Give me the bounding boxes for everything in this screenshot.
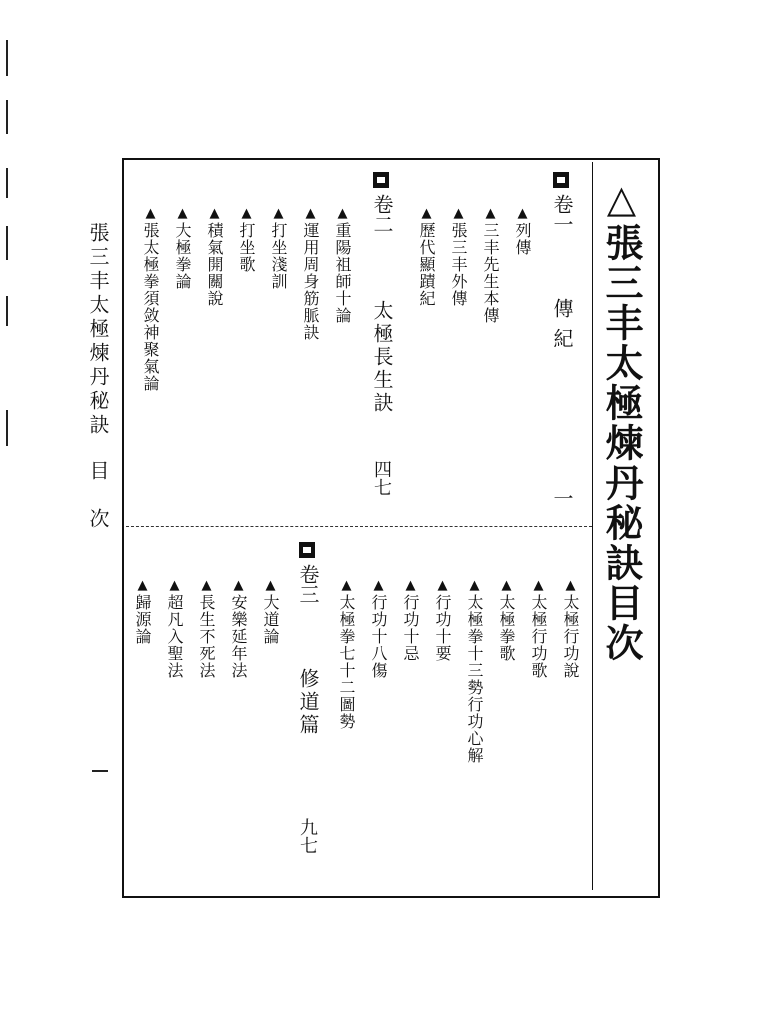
toc-item xyxy=(230,578,246,679)
toc-item xyxy=(370,578,386,679)
section-divider xyxy=(126,526,592,527)
toc-item-label: 太極行功歌 xyxy=(529,594,548,679)
triangle-icon: ▲ xyxy=(271,206,286,222)
toc-item-label: 重陽祖師十論 xyxy=(333,222,352,324)
toc-item-label: 歷代顯蹟紀 xyxy=(417,222,436,307)
toc-item-label: 太極拳十三勢行功心解 xyxy=(465,594,484,764)
toc-item-label: 太極拳七十二圖勢 xyxy=(337,594,356,730)
page-title: △張三丰太極煉丹秘訣目次 xyxy=(599,176,644,663)
triangle-icon: ▲ xyxy=(419,206,434,222)
toc-item-label: 太極拳歌 xyxy=(497,594,516,662)
toc-item xyxy=(198,578,214,679)
triangle-icon: ▲ xyxy=(339,578,354,594)
toc-item xyxy=(434,578,450,662)
toc-item xyxy=(530,578,546,679)
toc-item xyxy=(142,206,158,392)
volume-marker-icon xyxy=(299,542,315,558)
edge-mark xyxy=(6,40,8,76)
toc-item-label: 行功十忌 xyxy=(401,594,420,662)
toc-item-label: 打坐淺訓 xyxy=(269,222,288,290)
volume-marker-icon xyxy=(553,172,569,188)
toc-item-label: 三丰先生本傳 xyxy=(481,222,500,324)
toc-item-label: 大道論 xyxy=(261,594,280,645)
triangle-icon: ▲ xyxy=(167,578,182,594)
triangle-icon: ▲ xyxy=(483,206,498,222)
volume-2-page: 四七 xyxy=(371,460,392,496)
triangle-icon: ▲ xyxy=(467,578,482,594)
toc-item-label: 列傳 xyxy=(513,222,532,256)
triangle-icon: ▲ xyxy=(263,578,278,594)
volume-1-page: 一 xyxy=(550,488,574,508)
triangle-icon: ▲ xyxy=(175,206,190,222)
page-frame xyxy=(122,158,660,898)
toc-item xyxy=(238,206,254,273)
volume-1-name: 傳紀 xyxy=(550,298,574,358)
toc-item xyxy=(402,578,418,662)
triangle-icon: ▲ xyxy=(303,206,318,222)
triangle-icon: ▲ xyxy=(335,206,350,222)
edge-mark xyxy=(6,168,8,198)
toc-item xyxy=(498,578,514,662)
toc-item xyxy=(466,578,482,764)
toc-item xyxy=(418,206,434,307)
volume-3-name: 修道篇 xyxy=(296,668,320,737)
triangle-icon: ▲ xyxy=(207,206,222,222)
triangle-icon: ▲ xyxy=(135,578,150,594)
triangle-icon: ▲ xyxy=(451,206,466,222)
toc-item-label: 張太極拳須敛神聚氣論 xyxy=(141,222,160,392)
triangle-icon: ▲ xyxy=(231,578,246,594)
toc-item-label: 積氣開關說 xyxy=(205,222,224,307)
triangle-icon: ▲ xyxy=(239,206,254,222)
triangle-icon: ▲ xyxy=(531,578,546,594)
toc-item-label: 大極拳論 xyxy=(173,222,192,290)
toc-item xyxy=(134,578,150,645)
toc-item xyxy=(338,578,354,730)
toc-item-label: 行功十要 xyxy=(433,594,452,662)
toc-item xyxy=(166,578,182,679)
triangle-icon: ▲ xyxy=(143,206,158,222)
volume-1-label: 卷一 xyxy=(550,194,574,234)
running-head-label: 目 次 xyxy=(86,460,110,532)
edge-mark xyxy=(6,100,8,134)
toc-item xyxy=(262,578,278,645)
edge-mark xyxy=(6,226,8,260)
toc-item-label: 長生不死法 xyxy=(197,594,216,679)
triangle-icon: ▲ xyxy=(371,578,386,594)
toc-item xyxy=(270,206,286,290)
toc-item-label: 太極行功說 xyxy=(561,594,580,679)
toc-item-label: 打坐歌 xyxy=(237,222,256,273)
toc-item xyxy=(450,206,466,307)
running-head: 張三丰太極煉丹秘訣 xyxy=(86,222,110,438)
triangle-icon: ▲ xyxy=(499,578,514,594)
volume-2-label: 卷二 xyxy=(370,194,394,234)
toc-item xyxy=(334,206,350,324)
toc-item xyxy=(174,206,190,290)
toc-item xyxy=(206,206,222,307)
toc-item xyxy=(562,578,578,679)
volume-marker-icon xyxy=(373,172,389,188)
triangle-icon: ▲ xyxy=(435,578,450,594)
triangle-icon: ▲ xyxy=(563,578,578,594)
toc-item xyxy=(302,206,318,341)
edge-mark xyxy=(6,296,8,326)
toc-item-label: 張三丰外傳 xyxy=(449,222,468,307)
volume-3-label: 卷三 xyxy=(296,564,320,604)
edge-mark xyxy=(6,410,8,446)
volume-2-name: 太極長生訣 xyxy=(370,300,394,415)
toc-item-label: 歸源論 xyxy=(133,594,152,645)
title-rule xyxy=(592,162,593,890)
toc-item-label: 超凡入聖法 xyxy=(165,594,184,679)
toc-item-label: 運用周身筋脈訣 xyxy=(301,222,320,341)
toc-item-label: 安樂延年法 xyxy=(229,594,248,679)
toc-item xyxy=(514,206,530,256)
toc-item xyxy=(482,206,498,324)
triangle-icon: ▲ xyxy=(199,578,214,594)
triangle-icon: ▲ xyxy=(403,578,418,594)
triangle-icon: ▲ xyxy=(515,206,530,222)
margin-dash xyxy=(92,770,108,772)
volume-3-page: 九七 xyxy=(297,818,318,854)
toc-item-label: 行功十八傷 xyxy=(369,594,388,679)
